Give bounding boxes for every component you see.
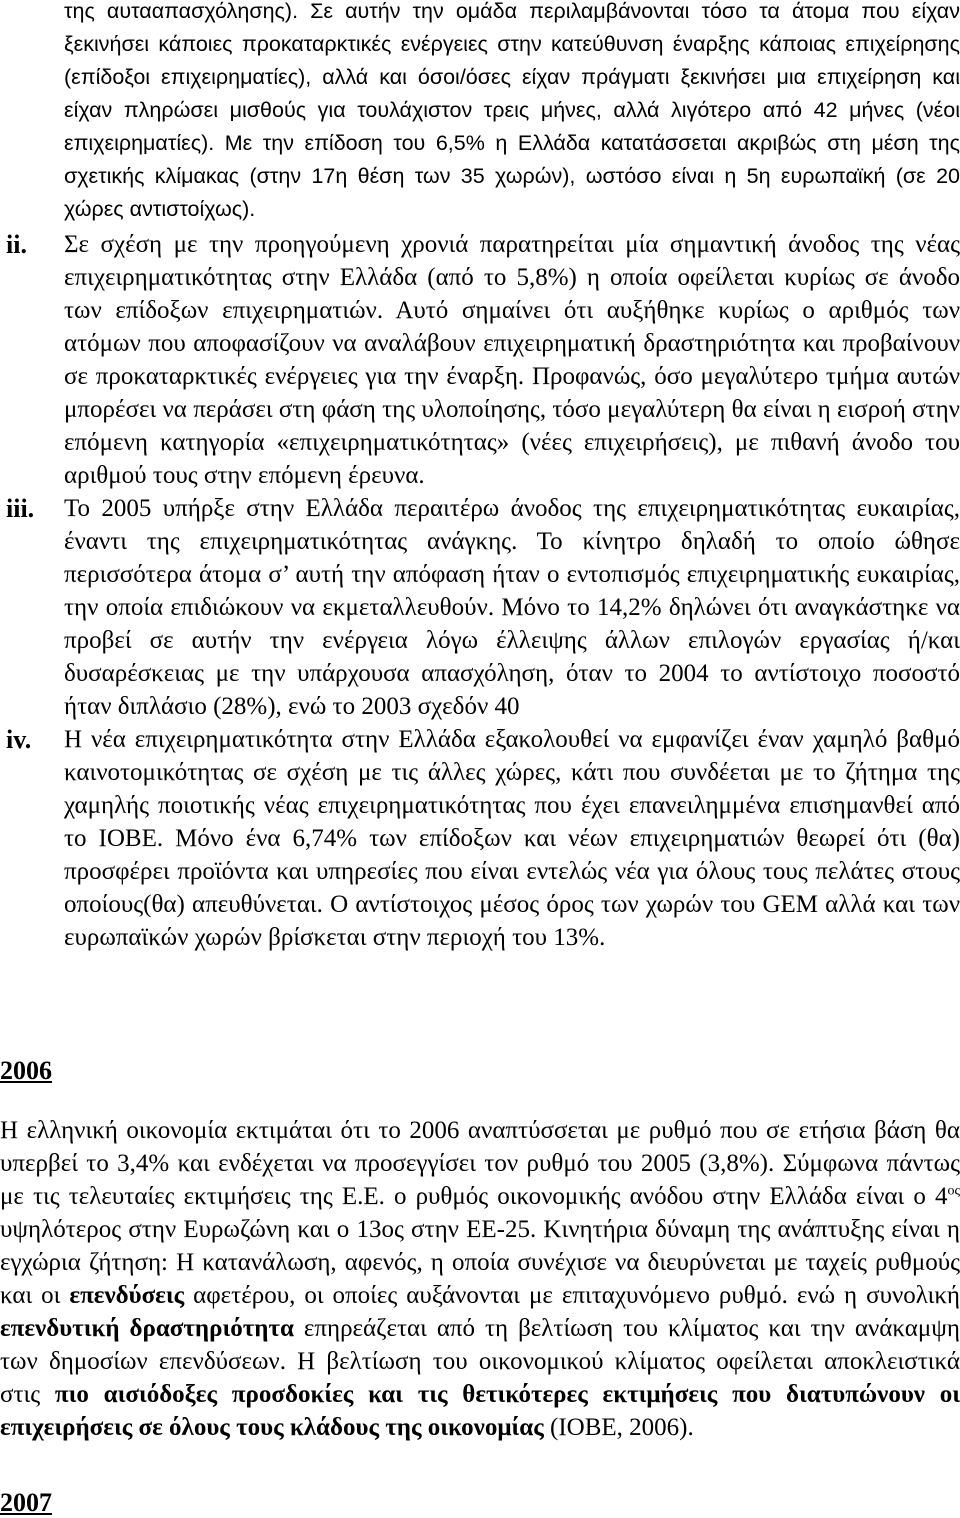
list-item (0, 723, 960, 954)
bold-phrase: πιο αισιόδοξες προσδοκίες και τις θετικότερες εκτιμήσεις που διατυπώνουν οι επιχειρήσεις σε όλους τους κλάδους της οικονομίας (0, 1381, 960, 1441)
list-item (0, 492, 960, 723)
list-marker: ii. (6, 230, 27, 259)
list-marker: iii. (6, 494, 35, 523)
list-item-text: Η νέα επιχειρηματικότητα στην Ελλάδα εξακολουθεί να εμφανίζει έναν χαμηλό βαθμό καινοτομικότητας σε σχέση με τις άλλες χώρες, κάτι που συνδέεται με το ζήτημα της χαμηλής ποιοτικής νέας επιχειρηματικότητας που έχει επανειλημμένα επισημανθεί από το ΙΟΒΕ. Μόνο ένα 6,74% των επίδοξων και νέων επιχειρηματιών θεωρεί ότι (θα) προσφέρει προϊόντα και υπηρεσίες που είναι εντελώς νέα για όλους τους πελάτες στους οποίους(θα) απευθύνεται. Ο αντίστοιχος μέσος όρος των χωρών του GEM αλλά και των ευρωπαϊκών χωρών βρίσκεται στην περιοχή του 13%. (64, 726, 960, 951)
section-heading-2006: 2006 (0, 1056, 52, 1085)
list-item-text: Το 2005 υπήρξε στην Ελλάδα περαιτέρω άνοδος της επιχειρηματικότητας ευκαιρίας, έναντι της επιχειρηματικότητας ανάγκης. Το κίνητρο δηλαδή το οποίο ώθησε περισσότερα άτομα σ’ αυτή την απόφαση ήταν ο εντοπισμός επιχειρηματικής ευκαιρίας, την οποία επιδιώκουν να εκμεταλλευθούν. Μόνο το 14,2% δηλώνει ότι αναγκάστηκε να προβεί σε αυτήν την ενέργεια λόγω έλλειψης άλλων επιλογών εργασίας ή/και δυσαρέσκειας με την υπάρχουσα απασχόληση, όταν το 2004 το αντίστοιχο ποσοστό ήταν διπλάσιο (28%), ενώ το 2003 σχεδόν 40 (64, 495, 960, 720)
list-item-text: Σε σχέση με την προηγούμενη χρονιά παρατηρείται μία σημαντική άνοδος της νέας επιχειρηματικότητας στην Ελλάδα (από το 5,8%) η οποία οφείλεται κυρίως σε άνοδο των επίδοξων επιχειρηματιών. Αυτό σημαίνει ότι αυξήθηκε κυρίως ο αριθμός των ατόμων που αποφασίζουν να αναλάβουν επιχειρηματική δραστηριότητα και προβαίνουν σε προκαταρκτικές ενέργειες για την έναρξη. Προφανώς, όσο μεγαλύτερο τμήμα αυτών μπορέσει να περάσει στη φάση της υλοποίησης, τόσο μεγαλύτερη θα είναι η εισροή στην επόμενη κατηγορία «επιχειρηματικότητας» (νέες επιχειρήσεις), με πιθανή άνοδο του αριθμού τους στην επόμενη έρευνα. (64, 231, 960, 489)
list-item-i-continuation: της αυτααπασχόλησης). Σε αυτήν την ομάδα περιλαμβάνονται τόσο τα άτομα που είχαν ξεκινήσει κάποιες προκαταρκτικές ενέργειες στην κατεύθυνση έναρξης κάποιας επιχείρησης (επίδοξοι επιχειρηματίες), αλλά και όσοι/όσες είχαν πράγματι ξεκινήσει μια επιχείρηση και είχαν πληρώσει μισθούς για τουλάχιστον τρεις μήνες, αλλά λιγότερο από 42 μήνες (νέοι επιχειρηματίες). Με την επίδοση του 6,5% η Ελλάδα κατατάσσεται ακριβώς στη μέση της σχετικής κλίμακας (στην 17η θέση των 35 χωρών), ωστόσο είναι η 5η ευρωπαϊκή (σε 20 χώρες αντιστοίχως). (64, 0, 960, 221)
list-item (0, 228, 960, 492)
bold-phrase: επενδύσεις (69, 1282, 185, 1309)
list-marker: iv. (6, 725, 32, 754)
section-heading-2007: 2007 (0, 1488, 52, 1517)
list-item (0, 0, 960, 226)
superscript-ordinal: ος (947, 1183, 960, 1199)
paragraph-2006: Η ελληνική οικονομία εκτιμάται ότι το 2006 αναπτύσσεται με ρυθμό που σε ετήσια βάση θα υπερβεί το 3,4% και ενδέχεται να προσεγγίσει τον ρυθμό του 2005 (3,8%). Σύμφωνα πάντως με τις τελευταίες εκτιμήσεις της Ε.Ε. ο ρυθμός οικονομικής ανόδου στην Ελλάδα είναι ο $4^{o\varsigma}$ υψηλότερος στην Ευρωζώνη και ο 13ος στην ΕΕ-25. Κινητήρια δύναμη της ανάπτυξης είναι η εγχώρια ζήτηση: Η κατανάλωση, αφενός, η οποία συνέχισε να διευρύνεται με ταχείς ρυθμούς και οι επενδύσεις αφετέρου, οι οποίες αυξάνονται με επιταχυνόμενο ρυθμό. ενώ η συνολική επενδυτική δραστηριότητα επηρεάζεται από τη βελτίωση του κλίματος και την ανάκαμψη των δημοσίων επενδύσεων. Η βελτίωση του οικονομικού κλίματος οφείλεται αποκλειστικά στις πιο αισιόδοξες προσδοκίες και τις θετικότερες εκτιμήσεις που διατυπώνουν οι επιχειρήσεις σε όλους τους κλάδους της οικονομίας (ΙΟΒΕ, 2006). (0, 1117, 960, 1441)
bold-phrase: επενδυτική δραστηριότητα (0, 1315, 294, 1342)
